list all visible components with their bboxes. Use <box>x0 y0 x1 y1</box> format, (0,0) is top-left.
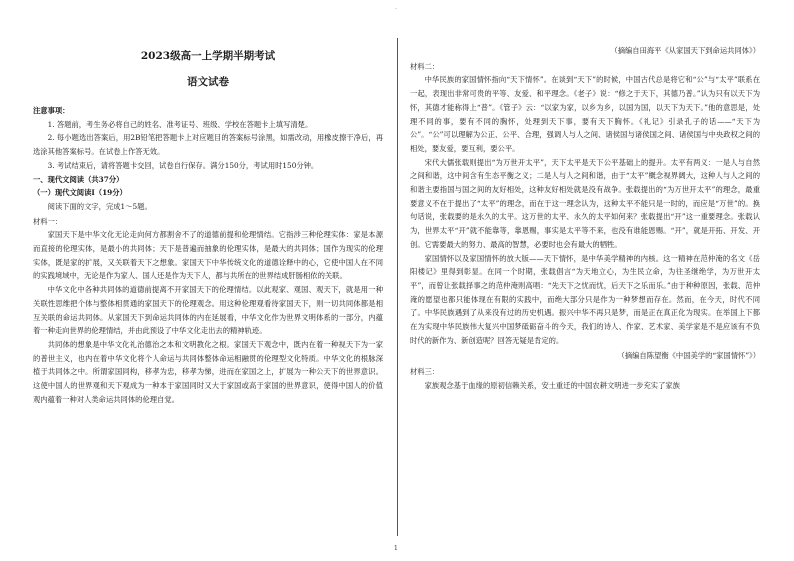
paragraph: 家族观念基于血缘的原初信赖关系，安土重迁的中国农耕文明进一步充实了家族 <box>424 380 680 390</box>
material-label: 材料三： <box>410 367 440 377</box>
section-heading: 一、现代文阅读（共37分） <box>33 174 124 184</box>
left-column <box>33 40 383 406</box>
column-divider <box>397 38 398 536</box>
exam-title: 2023级高一上学期半期考试 <box>140 50 276 62</box>
material-label: 材料一： <box>33 216 63 226</box>
paragraph: 宋代大儒张载则提出“为万世开太平”，天下太平是天下公平基础上的提升。太平有两义：一是人与自然之间和谐，这中间含有生态平衡之义；二是人与人之间和谐，由于“太平”概念视界阔大，这种人与人之间的和谐主要指国与国之间的友好相处，这种友好相处就是没有战争。张载提出的“为万世开太平”的理念，最重要意义不在于提出了“太平”的理念，而在于这一理念认为，这种太平不能只是一时的，而应是“万世”的。换句话说，张载要的是永久的太平。这万世的太平、永久的太平如何来？张载提出“开”这一重要理念。张载认为，世界太平“开”就不能靠等，靠恩赐，事实是太平等不来，也没有谁能恩赐。“开”，就是开拓、开发、开创。它需要最大的努力、最高的智慧，必要时也会有最大的牺牲。 <box>410 157 760 249</box>
notice-heading: 注意事项： <box>33 106 70 115</box>
source-note: （摘编自田海平《从家国天下到命运共同体》） <box>610 46 760 55</box>
right-column <box>410 42 760 393</box>
notice-item: 2. 每小题选出答案后，用2B铅笔把答题卡上对应题目的答案标号涂黑，如需改动，用橡皮擦干净后，再选涂其他答案标号。在试卷上作答无效。 <box>33 133 383 157</box>
paragraph: 家国情怀以及家国情怀的放大版——天下情怀，是中华美学精神的内核。这一精神在范仲淹的名文《岳阳楼记》里得到彰显。在同一个时期，张载倡言“为天地立心，为生民立命，为往圣继绝学，为万世开太平”，而曾让张载择事之的范仲淹则高唱：“先天下之忧而忧，后天下之乐而乐。”由于种种原因，张载、范仲淹的愿望也都只能体现在有限的实践中，而绝大部分只是作为一种梦想而存在。然而，在今天，时代不同了。中华民族遇到了从来没有过的历史机遇。振兴中华不再只是梦，而是正在真正化为现实。在举国上下都在为实现中华民族伟大复兴中国梦砥砺奋斗的今天，我们的诗人、作家、艺术家、美学家是不是应该有不负时代的新作为、新创造呢？回答无疑是肯定的。 <box>410 253 760 345</box>
instruction: 阅读下面的文字，完成1～5题。 <box>47 201 152 211</box>
sub-heading: （一）现代文阅读Ⅰ（19分） <box>33 188 127 198</box>
paragraph: 中华文化中各种共同体的道德前提离不开家国天下的伦理情结。以此观家、观国、观天下，就是用一种关联性思维把个体与整体相贯通的家国天下的伦理观念。用这种伦理观看待家国天下，则一切共同体都是相互关联的命运共同体。从家国天下到命运共同体的内在延展看，中华文化作为世界文明体系的一部分，内蕴着一种走向世界的伦理情结，并由此预设了中华文化走出去的精神轨迹。 <box>33 285 383 336</box>
source-note: （摘编自陈望衡《中国美学的“家国情怀”》） <box>617 351 760 361</box>
notice-item: 3. 考试结束后，请将答题卡交回，试卷自行保存。满分150分，考试用时150分钟。 <box>47 160 319 170</box>
paragraph: 共同体的想象是中华文化礼治德治之本和文明教化之根。家国天下观念中，既内在着一种视天下为一家的普世主义，也内在着中华文化将个人命运与共同体整体命运相融贯的伦理型文化特质。中华文化的根脉深植于共同体之中。所谓家国同构，移孝为忠，移孝为悌，进而在家国之上，扩展为一种公天下的世界意识。这使中国人的世界观和天下观成为一种本于家国同时又大于家国或高于家国的世界意识，使得中国人的价值观内蕴着一种对人类命运共同体的伦理自觉。 <box>33 339 383 404</box>
paragraph: 中华民族的家国情怀指向“天下情怀”。在谈到“天下”的时候，中国古代总是将它和“公”与“太平”联系在一起，表现出非常可贵的平等、友爱、和平理念。《老子》说：“修之于天下，其德乃普。”认为只有以天下为怀，其德才能称得上“普”。《管子》云：“以家为家，以乡为乡，以国为国，以天下为天下。”他的意思是，处理不同的事，要有不同的胸怀，处理到天下事，要有天下胸怀。《礼记》引录孔子的话——“天下为公”。“公”可以理解为公正、公平、合理，强调人与人之间、诸侯国与诸侯国之间、诸侯国与中央政权之间的相处，要友爱，要互利，要公平。 <box>410 75 760 153</box>
top-mark: · <box>395 6 397 13</box>
page-number: 1 <box>394 545 398 552</box>
paragraph: 家国天下是中华文化无论走向何方都割舍不了的道德前提和伦理情结。它指涉三种伦理实体：家是本源而直接的伦理实体，是最小的共同体；天下是普遍而抽象的伦理实体，是最大的共同体；国作为现实的伦理实体，既是家的扩展，又关联着天下之想象。家国天下中华传统文化的道德诠释中的心，它使中国人在不同的实践境域中，无论是作为家人、国人还是作为天下人，都与共所在的世界结成肝肠相依的关联。 <box>33 230 383 281</box>
material-label: 材料二： <box>410 61 440 71</box>
notice-item: 1. 答题前，考生务必将自己的姓名、准考证号、班级、学校在答题卡上填写清楚。 <box>47 119 313 129</box>
exam-subtitle: 语文试卷 <box>187 76 229 88</box>
